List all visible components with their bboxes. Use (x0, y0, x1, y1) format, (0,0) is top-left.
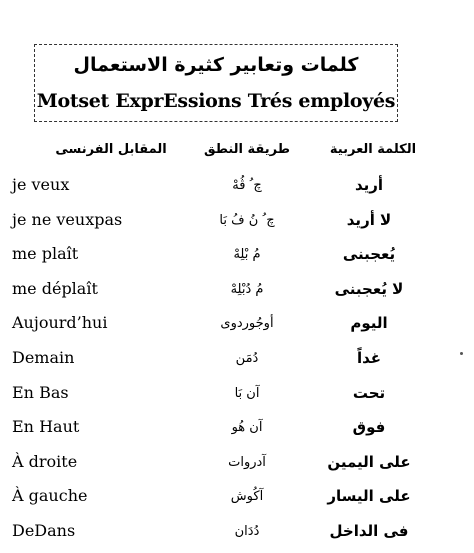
arabic-cell: أريد (354, 176, 384, 194)
pronunciation-cell: دُمَن (235, 350, 259, 366)
scan-speck (460, 352, 463, 355)
pronunciation-cell: ﭺ ُ نُ فُ بَا (219, 212, 275, 228)
pronunciation-cell: آدروات (228, 454, 266, 470)
arabic-cell: فوق (352, 418, 386, 437)
french-cell: DeDans (12, 520, 76, 540)
french-cell: À gauche (12, 486, 88, 506)
table-row (0, 518, 474, 553)
pronunciation-cell: دُدَان (234, 523, 260, 539)
pronunciation-cell: آن هُو (231, 420, 263, 436)
header-pronunciation: طريقة النطق (203, 142, 290, 157)
french-cell: À droite (12, 451, 78, 471)
pronunciation-cell: آن بَا (234, 385, 260, 401)
arabic-cell: تحت (352, 383, 386, 402)
french-cell: me déplaît (12, 278, 98, 298)
table-row (0, 449, 474, 484)
pronunciation-cell: أوجُوردوى (220, 316, 274, 332)
arabic-cell: غداً (356, 348, 382, 367)
pronunciation-cell: آكُوش (230, 489, 264, 505)
french-cell: je veux (12, 175, 70, 194)
header-french-equivalent: المقابل الفرنسى (55, 142, 167, 157)
arabic-cell: لا يُعجبنى (334, 279, 404, 298)
title-arabic: كلمات وتعابير كثيرة الاستعمال (73, 54, 359, 76)
table-row (0, 172, 474, 207)
arabic-cell: اليوم (350, 314, 388, 333)
table-row (0, 345, 474, 380)
arabic-cell: على اليسار (327, 487, 411, 506)
arabic-cell: يُعجبنى (342, 245, 396, 264)
table-row (0, 207, 474, 242)
table-row (0, 241, 474, 276)
arabic-cell: فى الداخل (329, 521, 409, 540)
vocabulary-table (0, 172, 474, 553)
arabic-cell: لا أريد (346, 210, 392, 229)
table-row (0, 414, 474, 449)
french-cell: je ne veuxpas (12, 209, 123, 229)
table-row (0, 310, 474, 345)
table-row (0, 380, 474, 415)
title-box (34, 44, 398, 122)
french-cell: Aujourd’hui (12, 313, 108, 333)
table-row (0, 483, 474, 518)
pronunciation-cell: ﭺ ُ ڤُهْ (232, 178, 262, 193)
pronunciation-cell: مُ دُبْلِهْ (230, 281, 264, 297)
french-cell: En Haut (12, 417, 80, 437)
title-french: Motset ExprEssions Trés employés (36, 90, 396, 112)
french-cell: En Bas (12, 382, 69, 402)
french-cell: Demain (12, 347, 75, 367)
arabic-cell: على اليمين (327, 452, 411, 471)
pronunciation-cell: مُ بْلِهْ (233, 247, 261, 263)
french-cell: me plaît (12, 244, 79, 264)
header-arabic-word: الكلمة العربية (329, 142, 417, 157)
table-row (0, 276, 474, 311)
